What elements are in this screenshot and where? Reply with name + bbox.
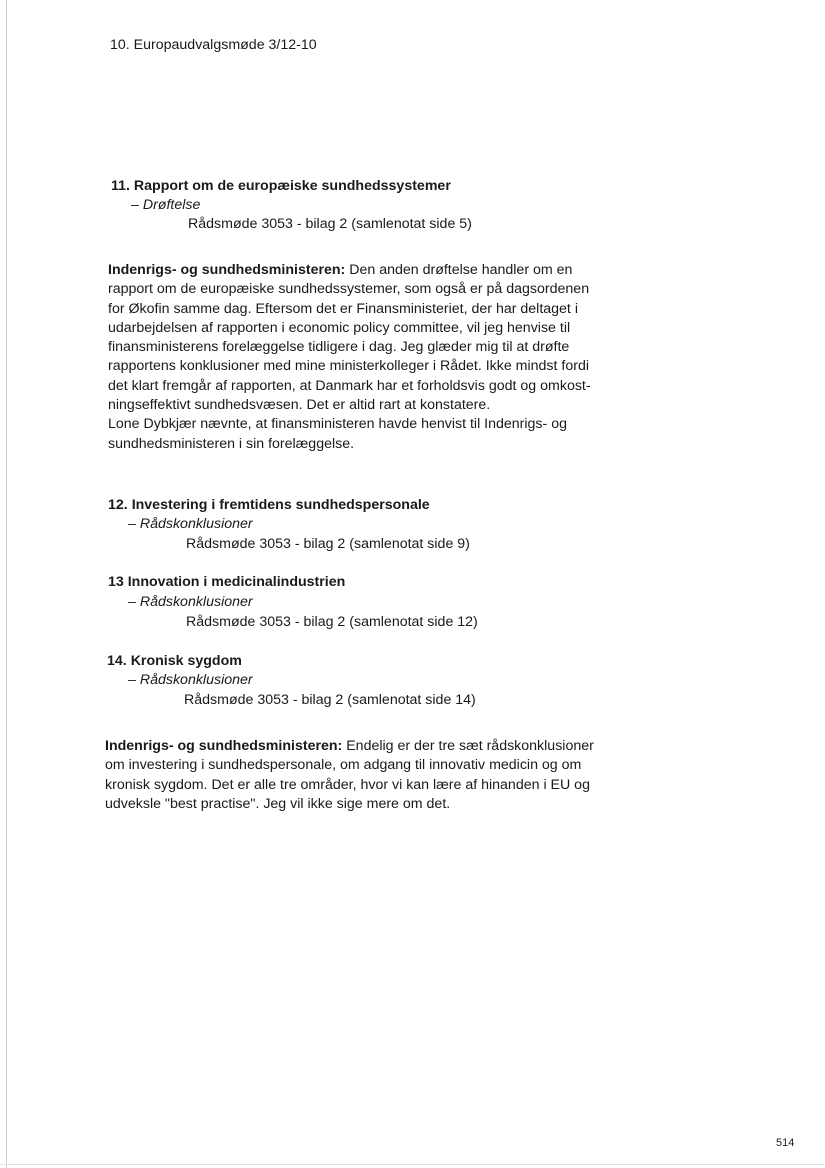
scan-edge-left bbox=[6, 0, 7, 1168]
speaker-label: Indenrigs- og sundhedsministeren: bbox=[108, 262, 346, 278]
scan-edge-bottom bbox=[0, 1164, 825, 1165]
statement-line: rapportens konklusioner med mine ministerkolleger i Rådet. Ikke mindst fordi bbox=[108, 358, 590, 375]
statement-line: kronisk sygdom. Det er alle tre områder, hvor vi kan lære af hinanden i EU og bbox=[105, 776, 590, 793]
speaker-label: Indenrigs- og sundhedsministeren: bbox=[105, 738, 343, 754]
page-number: 514 bbox=[776, 1137, 795, 1149]
dash: – bbox=[128, 594, 136, 610]
statement-line: det klart fremgår af rapporten, at Danmark har et forholdsvis godt og omkost- bbox=[108, 377, 591, 394]
statement-line: udveksle "best practise". Jeg vil ikke sige mere om det. bbox=[105, 795, 451, 812]
dash: – bbox=[128, 672, 136, 688]
agenda-item-13-reference: Rådsmøde 3053 - bilag 2 (samlenotat side 12) bbox=[186, 614, 478, 630]
statement-line: ningseffektivt sundhedsvæsen. Det er altid rart at konstatere. bbox=[108, 397, 491, 414]
page-header: 10. Europaudvalgsmøde 3/12-10 bbox=[110, 37, 317, 53]
statement-line: Indenrigs- og sundhedsministeren: Den anden drøftelse handler om en bbox=[108, 262, 573, 278]
dash: – bbox=[131, 197, 139, 213]
agenda-item-subtitle: Rådskonklusioner bbox=[139, 672, 253, 688]
agenda-item-title: Innovation i medicinalindustrien bbox=[127, 574, 346, 590]
agenda-item-12-title bbox=[108, 497, 430, 513]
statement-line: Indenrigs- og sundhedsministeren: Endelig er der tre sæt rådskonklusioner bbox=[105, 738, 594, 754]
statement-line: finansministerens forelæggelse tidligere i dag. Jeg glæder mig til at drøfte bbox=[108, 339, 570, 356]
minister-statement-1 bbox=[108, 261, 608, 454]
agenda-item-13-title bbox=[108, 574, 345, 590]
agenda-item-14-title bbox=[107, 653, 242, 669]
statement-line: for Økofin samme dag. Eftersom det er Finansministeriet, der har deltaget i bbox=[108, 300, 578, 317]
agenda-item-12-subtitle bbox=[128, 516, 253, 532]
agenda-item-12-reference: Rådsmøde 3053 - bilag 2 (samlenotat side 9) bbox=[186, 536, 470, 552]
agenda-item-number: 12. bbox=[108, 497, 128, 513]
agenda-item-title: Investering i fremtidens sundhedspersonale bbox=[131, 497, 430, 513]
statement-line: om investering i sundhedspersonale, om adgang til innovativ medicin og om bbox=[105, 757, 582, 774]
minister-statement-2 bbox=[105, 737, 605, 814]
statement-line: rapport om de europæiske sundhedssystemer, som også er på dagsordenen bbox=[108, 281, 590, 298]
agenda-item-title: Rapport om de europæiske sundhedssystemer bbox=[133, 178, 451, 194]
agenda-item-subtitle: Drøftelse bbox=[142, 197, 201, 213]
agenda-item-subtitle: Rådskonklusioner bbox=[139, 594, 253, 610]
statement-line: Lone Dybkjær nævnte, at finansministeren havde henvist til Indenrigs- og bbox=[108, 416, 567, 433]
agenda-item-11-subtitle bbox=[131, 197, 200, 213]
agenda-item-11-reference: Rådsmøde 3053 - bilag 2 (samlenotat side 5) bbox=[188, 216, 472, 232]
statement-line: udarbejdelsen af rapporten i economic policy committee, vil jeg henvise til bbox=[108, 319, 571, 336]
agenda-item-number: 14. bbox=[107, 653, 127, 669]
agenda-item-title: Kronisk sygdom bbox=[130, 653, 242, 669]
agenda-item-14-reference: Rådsmøde 3053 - bilag 2 (samlenotat side 14) bbox=[184, 692, 476, 708]
agenda-item-13-subtitle bbox=[128, 594, 253, 610]
agenda-item-number: 11. bbox=[111, 178, 130, 194]
statement-line: sundhedsministeren i sin forelæggelse. bbox=[108, 435, 355, 452]
agenda-item-14-subtitle bbox=[128, 672, 253, 688]
agenda-item-subtitle: Rådskonklusioner bbox=[139, 516, 253, 532]
agenda-item-11-title bbox=[111, 178, 451, 194]
agenda-item-number: 13 bbox=[108, 574, 124, 590]
dash: – bbox=[128, 516, 136, 532]
